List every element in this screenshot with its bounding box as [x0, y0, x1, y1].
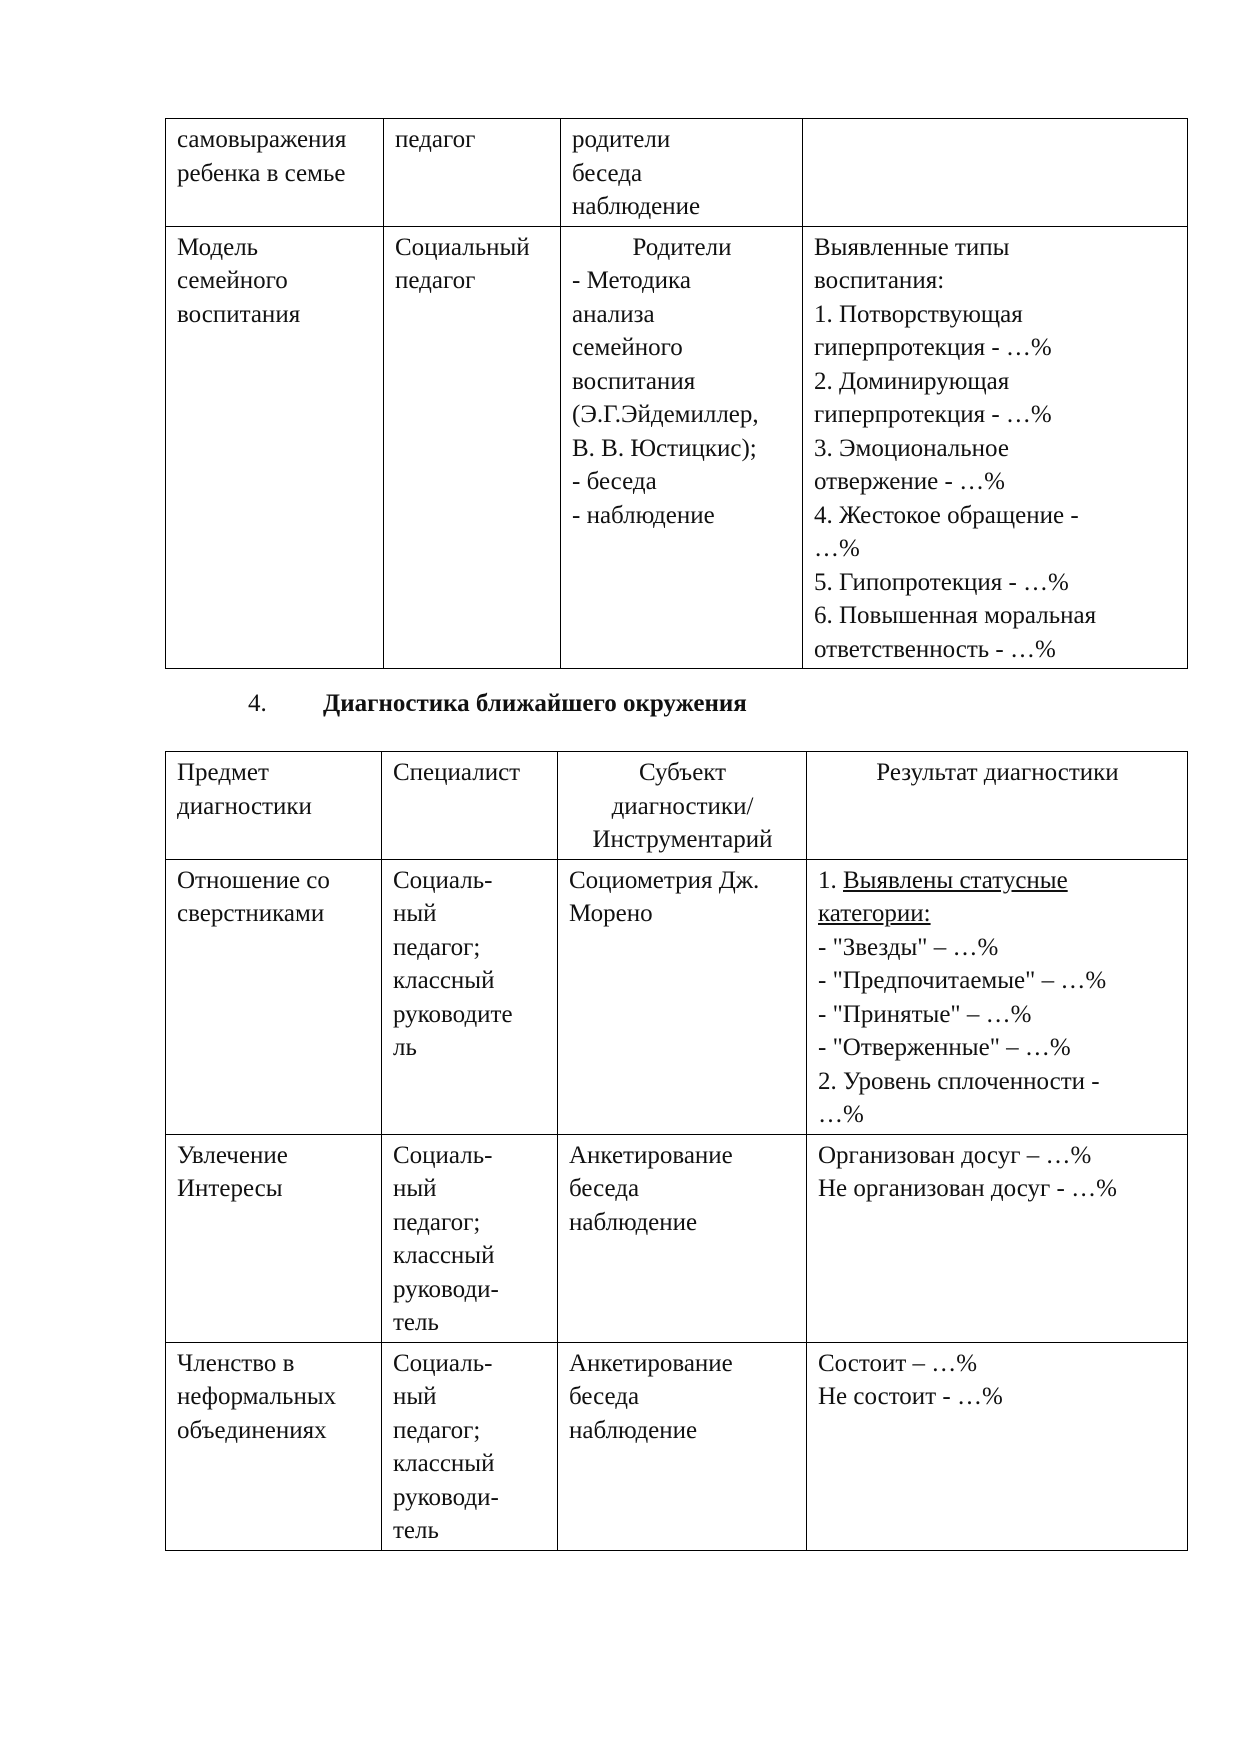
- header-result: Результат диагностики: [807, 752, 1188, 860]
- cell-result: 1. Выявлены статусные категории: - "Звезды" – …% - "Предпочитаемые" – …% - "Принятые" – …% - "Отверженные" – …% 2. Уровень сплоченности - …%: [807, 859, 1188, 1134]
- cell-subject: Отношение со сверстниками: [166, 859, 382, 1134]
- result-number: 1.: [818, 866, 837, 894]
- cell-specialist: педагог: [384, 119, 561, 227]
- cell-subject: Увлечение Интересы: [166, 1134, 382, 1342]
- table-row: [166, 226, 1188, 669]
- cell-result: Состоит – …% Не состоит - …%: [807, 1342, 1188, 1550]
- section-title: Диагностика ближайшего окружения: [323, 690, 747, 717]
- cell-specialist: Социаль- ный педагог; классный руководи- тель: [382, 1134, 558, 1342]
- cell-result: Организован досуг – …% Не организован досуг - …%: [807, 1134, 1188, 1342]
- cell-specialist: Социальный педагог: [384, 226, 561, 669]
- cell-specialist: Социаль- ный педагог; классный руководи- тель: [382, 1342, 558, 1550]
- cell-instrument: Социометрия Дж. Морено: [558, 859, 807, 1134]
- table-row: [166, 859, 1188, 1134]
- cell-result: [803, 119, 1188, 227]
- cell-instrument: Анкетирование беседа наблюдение: [558, 1134, 807, 1342]
- cell-instrument: Родители - Методика анализа семейного воспитания (Э.Г.Эйдемиллер, В. В. Юстицкис); - беседа - наблюдение: [561, 226, 803, 669]
- section-number: 4.: [248, 690, 267, 717]
- table-row: [166, 1342, 1188, 1550]
- header-subject: Предмет диагностики: [166, 752, 382, 860]
- cell-subject: самовыражения ребенка в семье: [166, 119, 384, 227]
- cell-instrument: родители беседа наблюдение: [561, 119, 803, 227]
- cell-result: Выявленные типы воспитания: 1. Потворствующая гиперпротекция - …% 2. Доминирующая гиперпротекция - …% 3. Эмоциональное отвержение - …% 4. Жестокое обращение - …% 5. Гипопротекция - …% 6. Повышенная моральная ответственность - …%: [803, 226, 1188, 669]
- result-heading: категории:: [818, 900, 931, 927]
- environment-diagnostics-table: [165, 751, 1188, 1551]
- section-heading: [0, 688, 1240, 722]
- cell-subject: Членство в неформальных объединениях: [166, 1342, 382, 1550]
- table-row: [166, 1134, 1188, 1342]
- header-instrument: Субъект диагностики/ Инструментарий: [558, 752, 807, 860]
- result-heading: Выявлены статусные: [843, 866, 1068, 894]
- cell-instrument: Анкетирование беседа наблюдение: [558, 1342, 807, 1550]
- cell-specialist: Социаль- ный педагог; классный руководите ль: [382, 859, 558, 1134]
- table-row: [166, 119, 1188, 227]
- table-header-row: [166, 752, 1188, 860]
- cell-subject: Модель семейного воспитания: [166, 226, 384, 669]
- header-specialist: Специалист: [382, 752, 558, 860]
- family-diagnostics-table: [165, 118, 1188, 669]
